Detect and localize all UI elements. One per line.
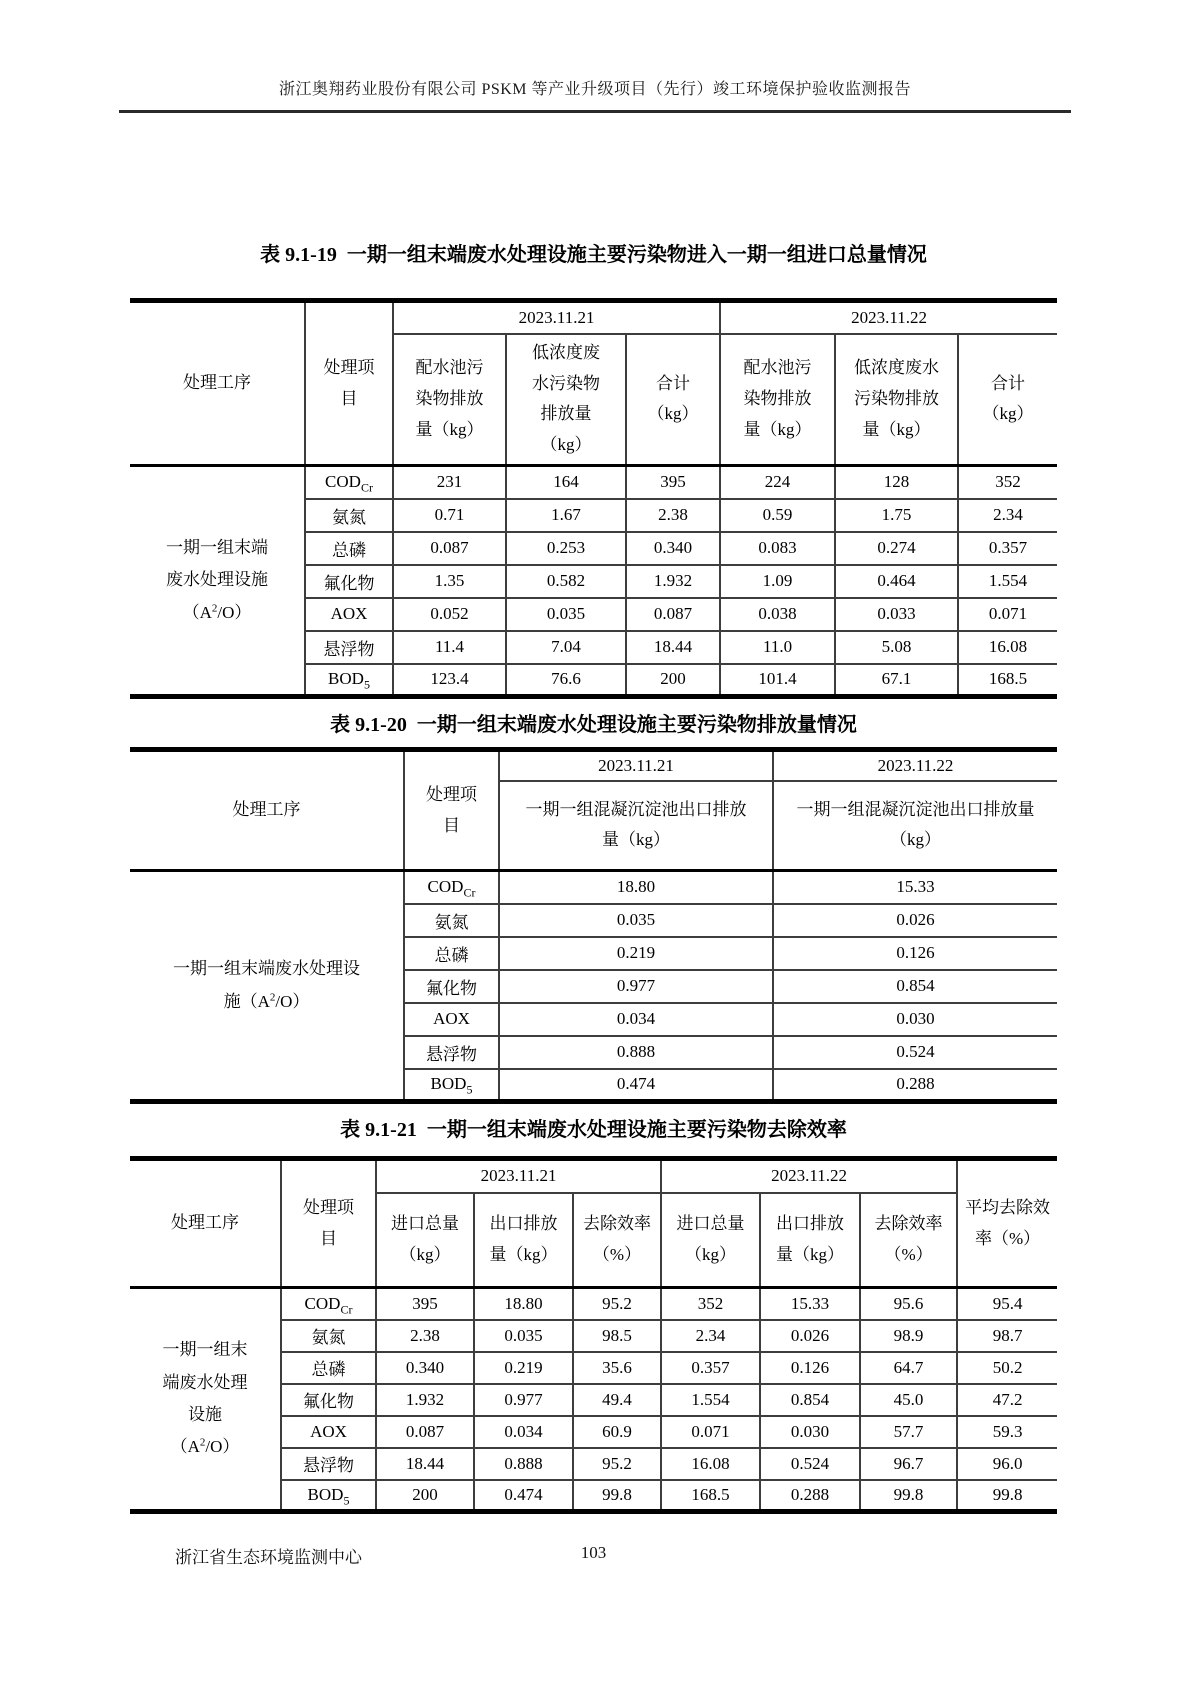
- facility-label-suffix: /O）: [275, 991, 310, 1011]
- value-cell: 0.026: [773, 904, 1057, 937]
- value-cell: 164: [506, 466, 626, 499]
- value-cell: 231: [393, 466, 506, 499]
- value-cell: 0.034: [499, 1003, 773, 1036]
- page-number: 103: [580, 1543, 607, 1562]
- table-row: [130, 1288, 1057, 1320]
- value-cell: 49.4: [573, 1384, 661, 1416]
- value-cell: 0.026: [760, 1320, 860, 1352]
- value-cell: 95.2: [573, 1448, 661, 1480]
- column-header-item: 处理项目: [404, 750, 499, 871]
- value-cell: 168.5: [958, 664, 1057, 697]
- value-cell: 98.9: [860, 1320, 957, 1352]
- value-cell: 0.474: [474, 1480, 573, 1512]
- item-label: COD: [427, 877, 464, 897]
- value-cell: 96.0: [957, 1448, 1057, 1480]
- value-cell: 0.030: [760, 1416, 860, 1448]
- header-rule: [119, 110, 1071, 113]
- value-cell: 0.219: [474, 1352, 573, 1384]
- value-cell: 11.4: [393, 631, 506, 664]
- item-subscript: Cr: [463, 885, 476, 900]
- value-cell: 168.5: [661, 1480, 760, 1512]
- table-title-9-1-20: 表 9.1-20 一期一组末端废水处理设施主要污染物排放量情况: [330, 714, 857, 736]
- value-cell: 0.033: [835, 598, 958, 631]
- item-label: 氨氮: [332, 507, 366, 527]
- column-subheader: 进口总量（kg）: [376, 1193, 474, 1288]
- value-cell: 0.087: [393, 532, 506, 565]
- data-table: [130, 1156, 1057, 1514]
- value-cell: 1.932: [376, 1384, 474, 1416]
- value-cell: 95.2: [573, 1288, 661, 1320]
- item-label: 氨氮: [434, 912, 469, 932]
- item-cell: [305, 664, 393, 697]
- facility-cell: [130, 871, 404, 1102]
- item-cell: [281, 1352, 376, 1384]
- value-cell: 0.087: [626, 598, 720, 631]
- column-header-average: 平均去除效率（%）: [957, 1159, 1057, 1288]
- facility-cell: [130, 1288, 281, 1512]
- value-cell: 2.34: [661, 1320, 760, 1352]
- value-cell: 0.126: [760, 1352, 860, 1384]
- table-row: [130, 466, 1057, 499]
- value-cell: 57.7: [860, 1416, 957, 1448]
- value-cell: 16.08: [958, 631, 1057, 664]
- value-cell: 18.44: [376, 1448, 474, 1480]
- facility-superscript: 2: [199, 1436, 206, 1449]
- facility-label: [169, 953, 365, 1018]
- item-cell: [404, 1003, 499, 1036]
- value-cell: 0.035: [499, 904, 773, 937]
- column-subheader: 一期一组混凝沉淀池出口排放量（kg）: [499, 781, 773, 871]
- item-label: 总磷: [311, 1360, 346, 1379]
- column-subheader: 合计（kg）: [958, 334, 1057, 466]
- value-cell: 99.8: [573, 1480, 661, 1512]
- facility-superscript: 2: [269, 990, 276, 1003]
- column-subheader: 一期一组混凝沉淀池出口排放量（kg）: [773, 781, 1057, 871]
- value-cell: 0.357: [958, 532, 1057, 565]
- item-cell: [305, 532, 393, 565]
- column-subheader: 去除效率（%）: [573, 1193, 661, 1288]
- facility-label-suffix: /O）: [217, 602, 252, 622]
- value-cell: 0.582: [506, 565, 626, 598]
- value-cell: 224: [720, 466, 835, 499]
- item-cell: [404, 1069, 499, 1102]
- value-cell: 0.977: [499, 970, 773, 1003]
- value-cell: 0.253: [506, 532, 626, 565]
- value-cell: 0.288: [773, 1069, 1057, 1102]
- item-cell: [281, 1320, 376, 1352]
- value-cell: 101.4: [720, 664, 835, 697]
- data-table: [130, 747, 1057, 1104]
- value-cell: 395: [376, 1288, 474, 1320]
- item-cell: [404, 871, 499, 904]
- item-subscript: 5: [343, 1493, 350, 1508]
- item-label: 总磷: [332, 540, 366, 560]
- value-cell: 99.8: [860, 1480, 957, 1512]
- table-body: [130, 466, 1057, 697]
- value-cell: 0.219: [499, 937, 773, 970]
- facility-label-text: 一期一组末端废水处理设施（A: [162, 1340, 248, 1457]
- value-cell: 11.0: [720, 631, 835, 664]
- value-cell: 15.33: [760, 1288, 860, 1320]
- item-cell: [281, 1384, 376, 1416]
- value-cell: 35.6: [573, 1352, 661, 1384]
- item-label: AOX: [330, 604, 368, 623]
- item-cell: [281, 1288, 376, 1320]
- item-cell: [305, 466, 393, 499]
- item-label: 总磷: [434, 945, 469, 965]
- value-cell: 95.6: [860, 1288, 957, 1320]
- facility-label-text: 一期一组末端废水处理设施（A: [173, 959, 360, 1011]
- facility-cell: [130, 466, 305, 697]
- item-label: 氟化物: [323, 573, 375, 593]
- data-table: [130, 298, 1057, 699]
- value-cell: 128: [835, 466, 958, 499]
- value-cell: 5.08: [835, 631, 958, 664]
- value-cell: 200: [376, 1480, 474, 1512]
- header-row: [130, 750, 1057, 781]
- value-cell: 0.288: [760, 1480, 860, 1512]
- value-cell: 96.7: [860, 1448, 957, 1480]
- column-subheader: 低浓度废水污染物排放量（kg）: [835, 334, 958, 466]
- item-label: BOD: [307, 1484, 344, 1504]
- value-cell: 67.1: [835, 664, 958, 697]
- column-header-item: 处理项目: [305, 301, 393, 466]
- value-cell: 76.6: [506, 664, 626, 697]
- column-subheader: 进口总量（kg）: [661, 1193, 760, 1288]
- value-cell: 0.59: [720, 499, 835, 532]
- value-cell: 15.33: [773, 871, 1057, 904]
- value-cell: 0.977: [474, 1384, 573, 1416]
- item-cell: [404, 970, 499, 1003]
- item-label: 悬浮物: [323, 639, 375, 659]
- item-cell: [305, 598, 393, 631]
- date-header: 2023.11.21: [499, 750, 773, 781]
- table-title-9-1-19: 表 9.1-19 一期一组末端废水处理设施主要污染物进入一期一组进口总量情况: [260, 244, 927, 266]
- item-cell: [404, 1036, 499, 1069]
- value-cell: 0.854: [760, 1384, 860, 1416]
- value-cell: 0.340: [626, 532, 720, 565]
- item-cell: [305, 499, 393, 532]
- value-cell: 7.04: [506, 631, 626, 664]
- column-subheader: 配水池污染物排放量（kg）: [393, 334, 506, 466]
- value-cell: 50.2: [957, 1352, 1057, 1384]
- table-9-1-20: [130, 747, 1057, 1104]
- value-cell: 395: [626, 466, 720, 499]
- facility-label-text: 一期一组末端废水处理设施（A: [166, 538, 268, 622]
- facility-label-suffix: /O）: [205, 1437, 240, 1457]
- value-cell: 0.035: [474, 1320, 573, 1352]
- value-cell: 0.340: [376, 1352, 474, 1384]
- value-cell: 0.052: [393, 598, 506, 631]
- table-body: [130, 1288, 1057, 1512]
- column-subheader: 低浓度废水污染物排放量（kg）: [506, 334, 626, 466]
- item-label: 氟化物: [303, 1392, 354, 1411]
- value-cell: 2.38: [626, 499, 720, 532]
- value-cell: 1.554: [958, 565, 1057, 598]
- item-label: 悬浮物: [303, 1456, 354, 1475]
- column-header-process: 处理工序: [130, 301, 305, 466]
- column-header-process: 处理工序: [130, 750, 404, 871]
- value-cell: 45.0: [860, 1384, 957, 1416]
- item-cell: [305, 565, 393, 598]
- value-cell: 18.44: [626, 631, 720, 664]
- item-cell: [281, 1416, 376, 1448]
- value-cell: 99.8: [957, 1480, 1057, 1512]
- value-cell: 352: [958, 466, 1057, 499]
- value-cell: 0.888: [474, 1448, 573, 1480]
- date-header: 2023.11.22: [773, 750, 1057, 781]
- value-cell: 1.75: [835, 499, 958, 532]
- value-cell: 2.34: [958, 499, 1057, 532]
- value-cell: 0.126: [773, 937, 1057, 970]
- value-cell: 200: [626, 664, 720, 697]
- value-cell: 0.035: [506, 598, 626, 631]
- facility-superscript: 2: [211, 601, 218, 614]
- value-cell: 1.35: [393, 565, 506, 598]
- facility-label: [160, 1334, 250, 1463]
- item-label: AOX: [310, 1421, 347, 1441]
- value-cell: 123.4: [393, 664, 506, 697]
- item-label: BOD: [328, 669, 364, 689]
- column-header-item: 处理项目: [281, 1159, 376, 1288]
- item-label: 氨氮: [311, 1328, 346, 1347]
- item-label: AOX: [433, 1009, 470, 1028]
- value-cell: 0.474: [499, 1069, 773, 1102]
- value-cell: 0.083: [720, 532, 835, 565]
- value-cell: 0.071: [661, 1416, 760, 1448]
- value-cell: 1.932: [626, 565, 720, 598]
- value-cell: 352: [661, 1288, 760, 1320]
- table-row: [130, 871, 1057, 904]
- item-subscript: Cr: [360, 480, 373, 495]
- table-header: [130, 301, 1057, 466]
- value-cell: 0.274: [835, 532, 958, 565]
- table-header: [130, 1159, 1057, 1288]
- value-cell: 60.9: [573, 1416, 661, 1448]
- table-header: [130, 750, 1057, 871]
- item-subscript: Cr: [340, 1302, 353, 1317]
- item-cell: [281, 1480, 376, 1512]
- column-subheader: 去除效率（%）: [860, 1193, 957, 1288]
- table-9-1-21: [130, 1156, 1057, 1514]
- item-cell: [305, 631, 393, 664]
- value-cell: 0.71: [393, 499, 506, 532]
- item-label: 氟化物: [426, 978, 477, 998]
- value-cell: 0.524: [773, 1036, 1057, 1069]
- facility-label: [163, 532, 271, 629]
- table-body: [130, 871, 1057, 1102]
- item-cell: [404, 937, 499, 970]
- column-subheader: 合计（kg）: [626, 334, 720, 466]
- value-cell: 0.038: [720, 598, 835, 631]
- value-cell: 18.80: [474, 1288, 573, 1320]
- value-cell: 98.5: [573, 1320, 661, 1352]
- value-cell: 18.80: [499, 871, 773, 904]
- page-header: 浙江奥翔药业股份有限公司 PSKM 等产业升级项目（先行）竣工环境保护验收监测报告: [278, 81, 912, 98]
- date-header: 2023.11.22: [720, 301, 1057, 334]
- value-cell: 0.464: [835, 565, 958, 598]
- footer-organization: 浙江省生态环境监测中心: [175, 1548, 362, 1567]
- value-cell: 0.854: [773, 970, 1057, 1003]
- value-cell: 1.67: [506, 499, 626, 532]
- value-cell: 0.524: [760, 1448, 860, 1480]
- date-header: 2023.11.21: [393, 301, 720, 334]
- item-label: BOD: [430, 1074, 467, 1094]
- table-title-9-1-21: 表 9.1-21 一期一组末端废水处理设施主要污染物去除效率: [340, 1119, 847, 1141]
- column-subheader: 出口排放量（kg）: [760, 1193, 860, 1288]
- value-cell: 0.030: [773, 1003, 1057, 1036]
- value-cell: 16.08: [661, 1448, 760, 1480]
- value-cell: 64.7: [860, 1352, 957, 1384]
- value-cell: 1.09: [720, 565, 835, 598]
- value-cell: 0.071: [958, 598, 1057, 631]
- value-cell: 0.087: [376, 1416, 474, 1448]
- value-cell: 47.2: [957, 1384, 1057, 1416]
- item-label: COD: [304, 1293, 341, 1313]
- item-label: 悬浮物: [426, 1044, 477, 1064]
- value-cell: 2.38: [376, 1320, 474, 1352]
- item-label: COD: [325, 472, 361, 492]
- value-cell: 59.3: [957, 1416, 1057, 1448]
- value-cell: 0.888: [499, 1036, 773, 1069]
- table-9-1-19: [130, 298, 1057, 699]
- header-row: [130, 1159, 1057, 1193]
- value-cell: 0.034: [474, 1416, 573, 1448]
- date-header: 2023.11.21: [376, 1159, 661, 1193]
- value-cell: 1.554: [661, 1384, 760, 1416]
- item-cell: [404, 904, 499, 937]
- item-subscript: 5: [466, 1082, 473, 1097]
- value-cell: 0.357: [661, 1352, 760, 1384]
- column-subheader: 配水池污染物排放量（kg）: [720, 334, 835, 466]
- column-subheader: 出口排放量（kg）: [474, 1193, 573, 1288]
- header-row: [130, 301, 1057, 334]
- column-header-process: 处理工序: [130, 1159, 281, 1288]
- item-subscript: 5: [363, 677, 370, 692]
- item-cell: [281, 1448, 376, 1480]
- date-header: 2023.11.22: [661, 1159, 957, 1193]
- value-cell: 98.7: [957, 1320, 1057, 1352]
- value-cell: 95.4: [957, 1288, 1057, 1320]
